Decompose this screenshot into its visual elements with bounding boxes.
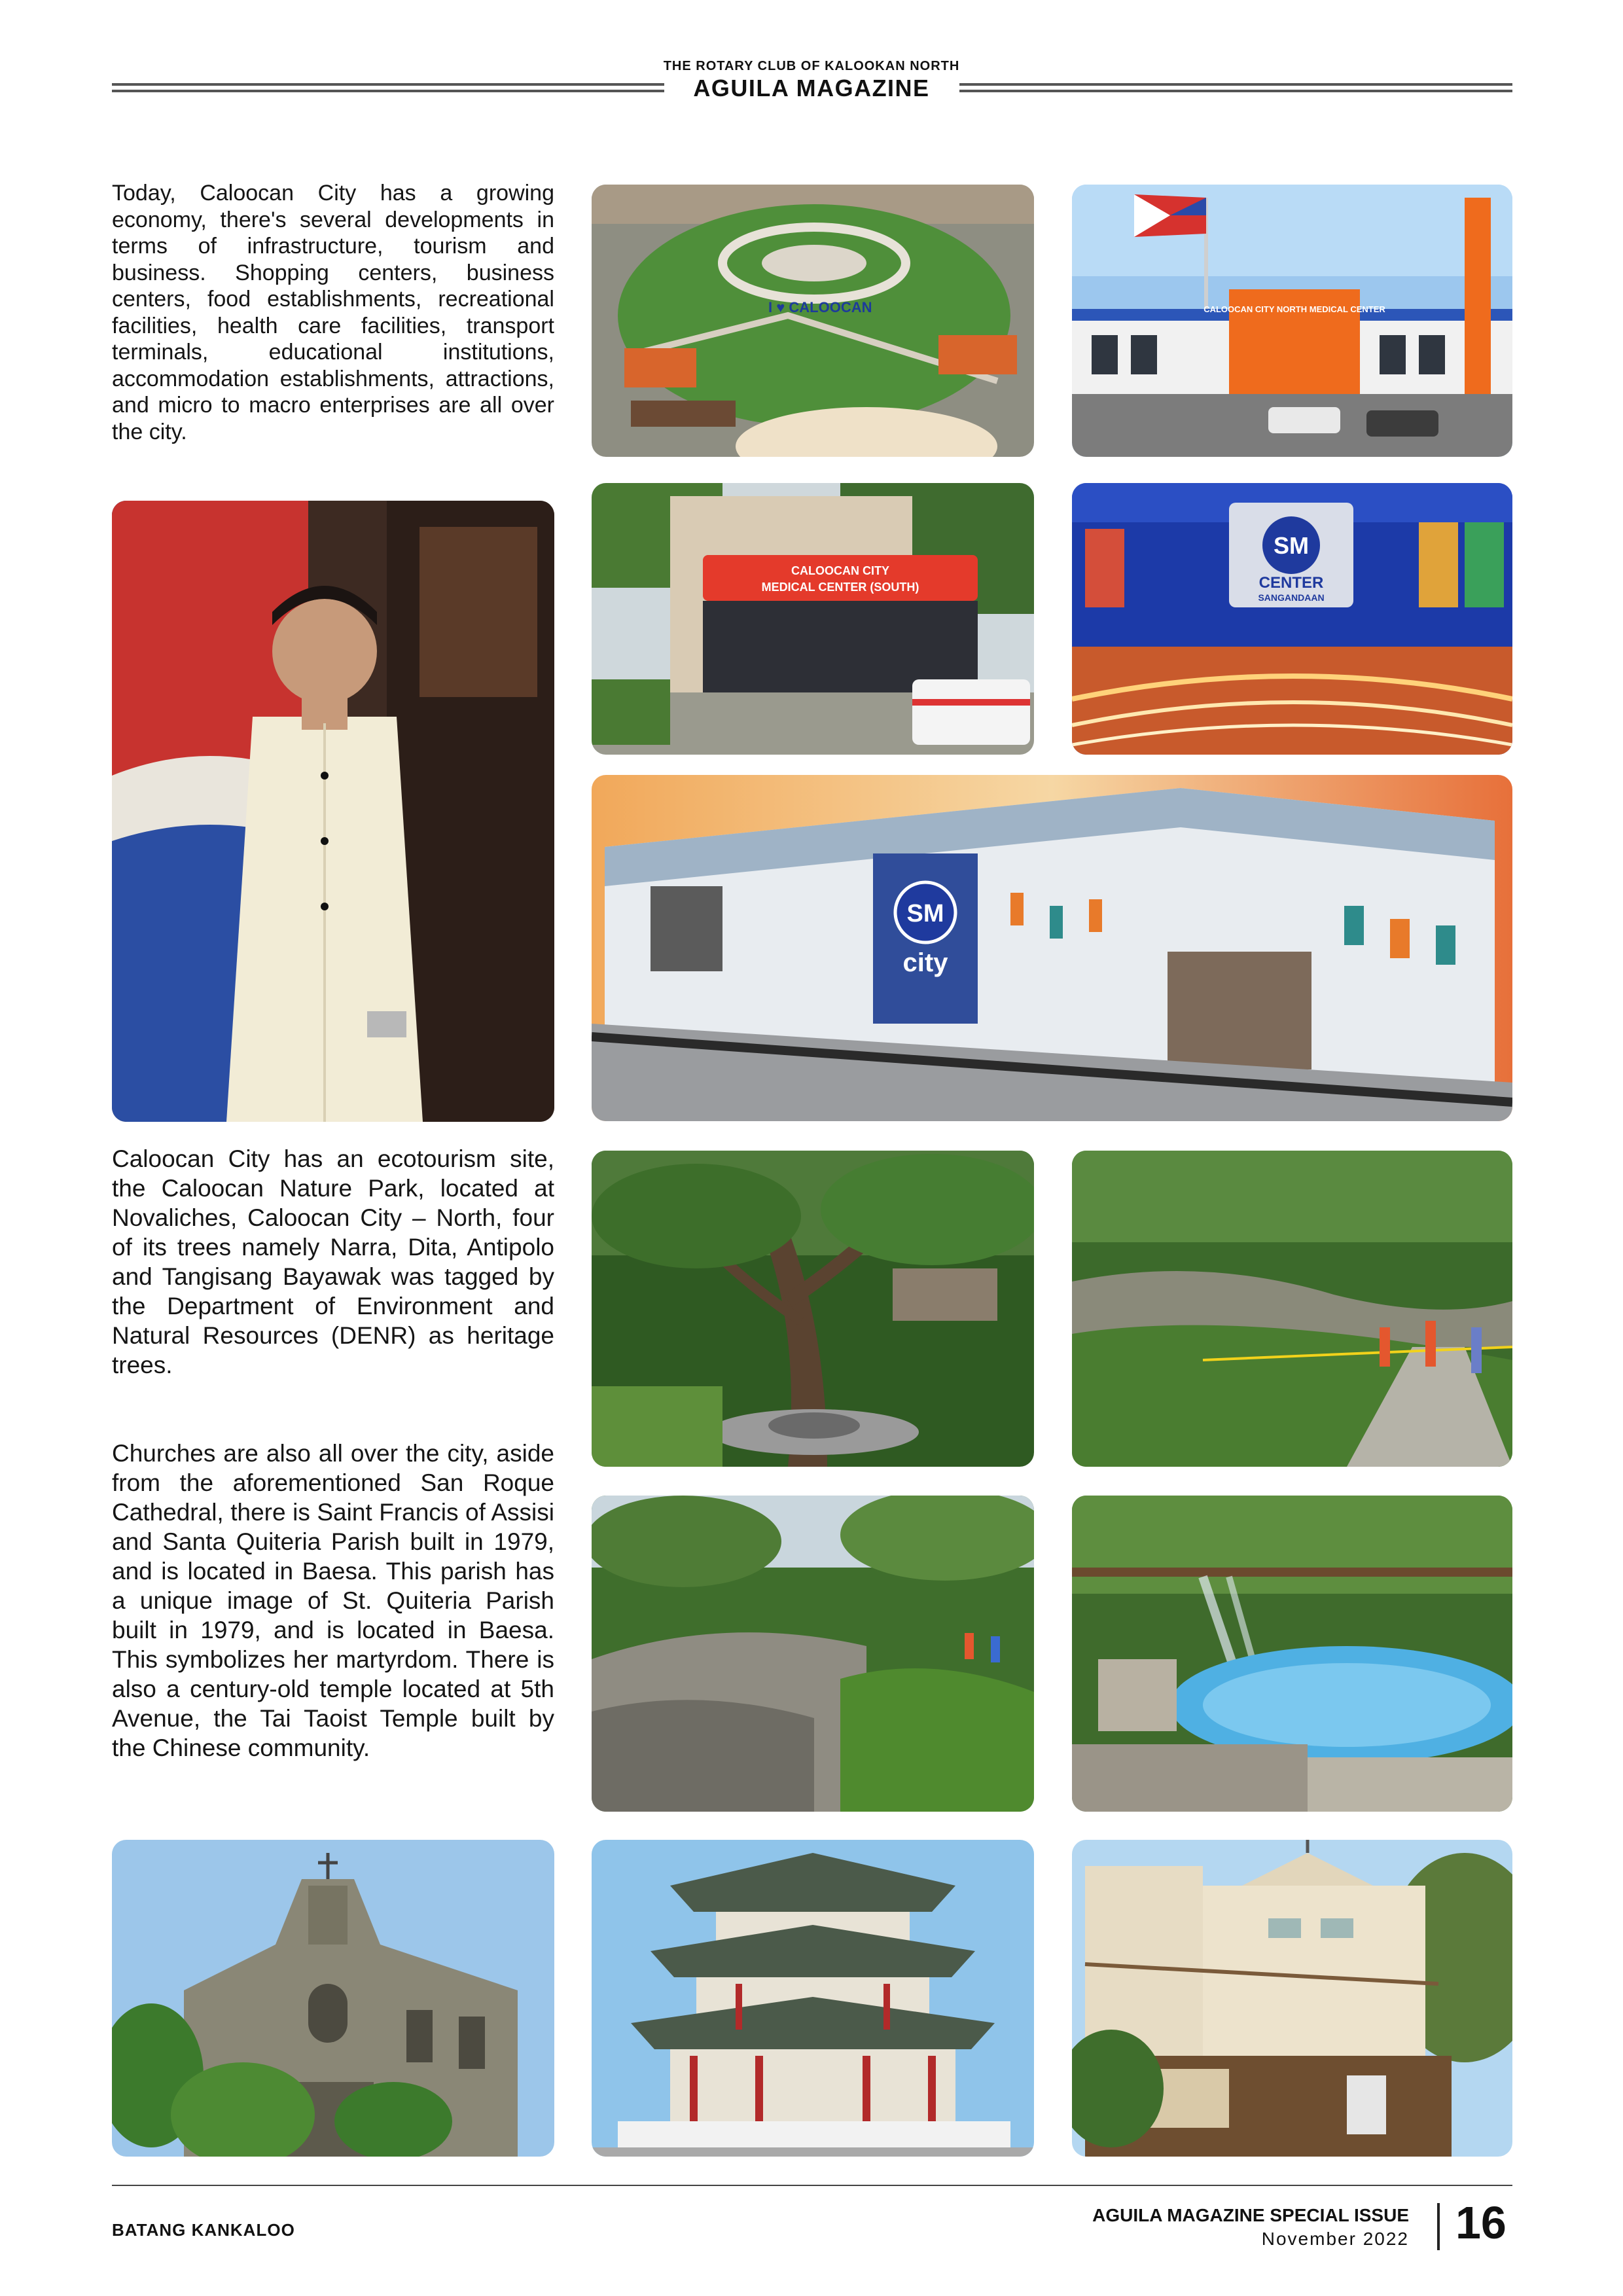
page-number: 16 bbox=[1455, 2197, 1507, 2248]
photo-santa-quiteria-parish bbox=[1072, 1840, 1512, 2157]
photo-portrait-official bbox=[112, 501, 554, 1122]
south-hospital-sign-line2: MEDICAL CENTER (SOUTH) bbox=[761, 581, 919, 594]
north-hospital-sign: CALOOCAN CITY NORTH MEDICAL CENTER bbox=[1204, 304, 1385, 314]
footer-section-title: BATANG KANKALOO bbox=[112, 2220, 295, 2240]
photo-nature-park-trail bbox=[1072, 1151, 1512, 1467]
photo-nature-park-pool bbox=[1072, 1496, 1512, 1812]
header-publisher: THE ROTARY CLUB OF KALOOKAN NORTH bbox=[663, 59, 960, 73]
footer-divider bbox=[1437, 2203, 1440, 2250]
photo-sm-city-mall bbox=[592, 775, 1512, 1121]
footer-issue-date: November 2022 bbox=[1261, 2229, 1409, 2249]
photo-nature-park-tree bbox=[592, 1151, 1034, 1467]
footer-issue-title: AGUILA MAGAZINE SPECIAL ISSUE bbox=[1092, 2205, 1409, 2225]
south-hospital-sign-line1: CALOOCAN CITY bbox=[791, 564, 889, 577]
header-magazine-title: AGUILA MAGAZINE bbox=[693, 75, 930, 101]
photo-caloocan-park bbox=[592, 185, 1034, 457]
paragraph-economy: Today, Caloocan City has a growing economy, there's several developments in terms of infrastructure, tourism and business. Shopping centers, business centers, food establishments, recreational facilities, health care facilities, transport terminals, educational institutions, accommodation establishments, attractions, and micro to macro enterprises are all over the city. bbox=[112, 181, 554, 444]
paragraph-ecotourism: Caloocan City has an ecotourism site, the Caloocan Nature Park, located at Novaliches, Caloocan City – North, four of its trees namely Narra, Dita, Antipolo and Tangisang Bayawak was tagged by the Department of Environment and Natural Resources (DENR) as heritage trees. bbox=[112, 1145, 554, 1378]
paragraph-churches: Churches are also all over the city, aside from the aforementioned San Roque Cathedral, there is Saint Francis of Assisi and Santa Quiteria Parish built in 1979, and is located in Baesa. This parish has a unique image of St. Quiteria Parish built in 1979, and is located in Baesa. This symbolizes her martyrdom. There is also a century-old temple located at 5th Avenue, the Tai Taoist Temple built by the Chinese community. bbox=[112, 1440, 554, 1761]
footer-rule bbox=[112, 2185, 1512, 2186]
photo-north-medical-center bbox=[1072, 185, 1512, 457]
park-sign-text: I ♥ CALOOCAN bbox=[768, 299, 872, 315]
sm-city-logo: SM bbox=[906, 900, 944, 927]
sm-city-label: city bbox=[902, 948, 948, 977]
sm-center-logo: SM bbox=[1274, 532, 1309, 559]
photo-san-roque-cathedral bbox=[112, 1840, 554, 2157]
photo-south-medical-center bbox=[592, 483, 1034, 755]
photo-tai-taoist-temple bbox=[592, 1840, 1034, 2157]
sm-center-line2: SANGANDAAN bbox=[1258, 592, 1325, 603]
sm-center-line1: CENTER bbox=[1258, 574, 1324, 592]
photo-sm-center-sangandaan bbox=[1072, 483, 1512, 755]
photo-nature-park-rocks bbox=[592, 1496, 1034, 1812]
